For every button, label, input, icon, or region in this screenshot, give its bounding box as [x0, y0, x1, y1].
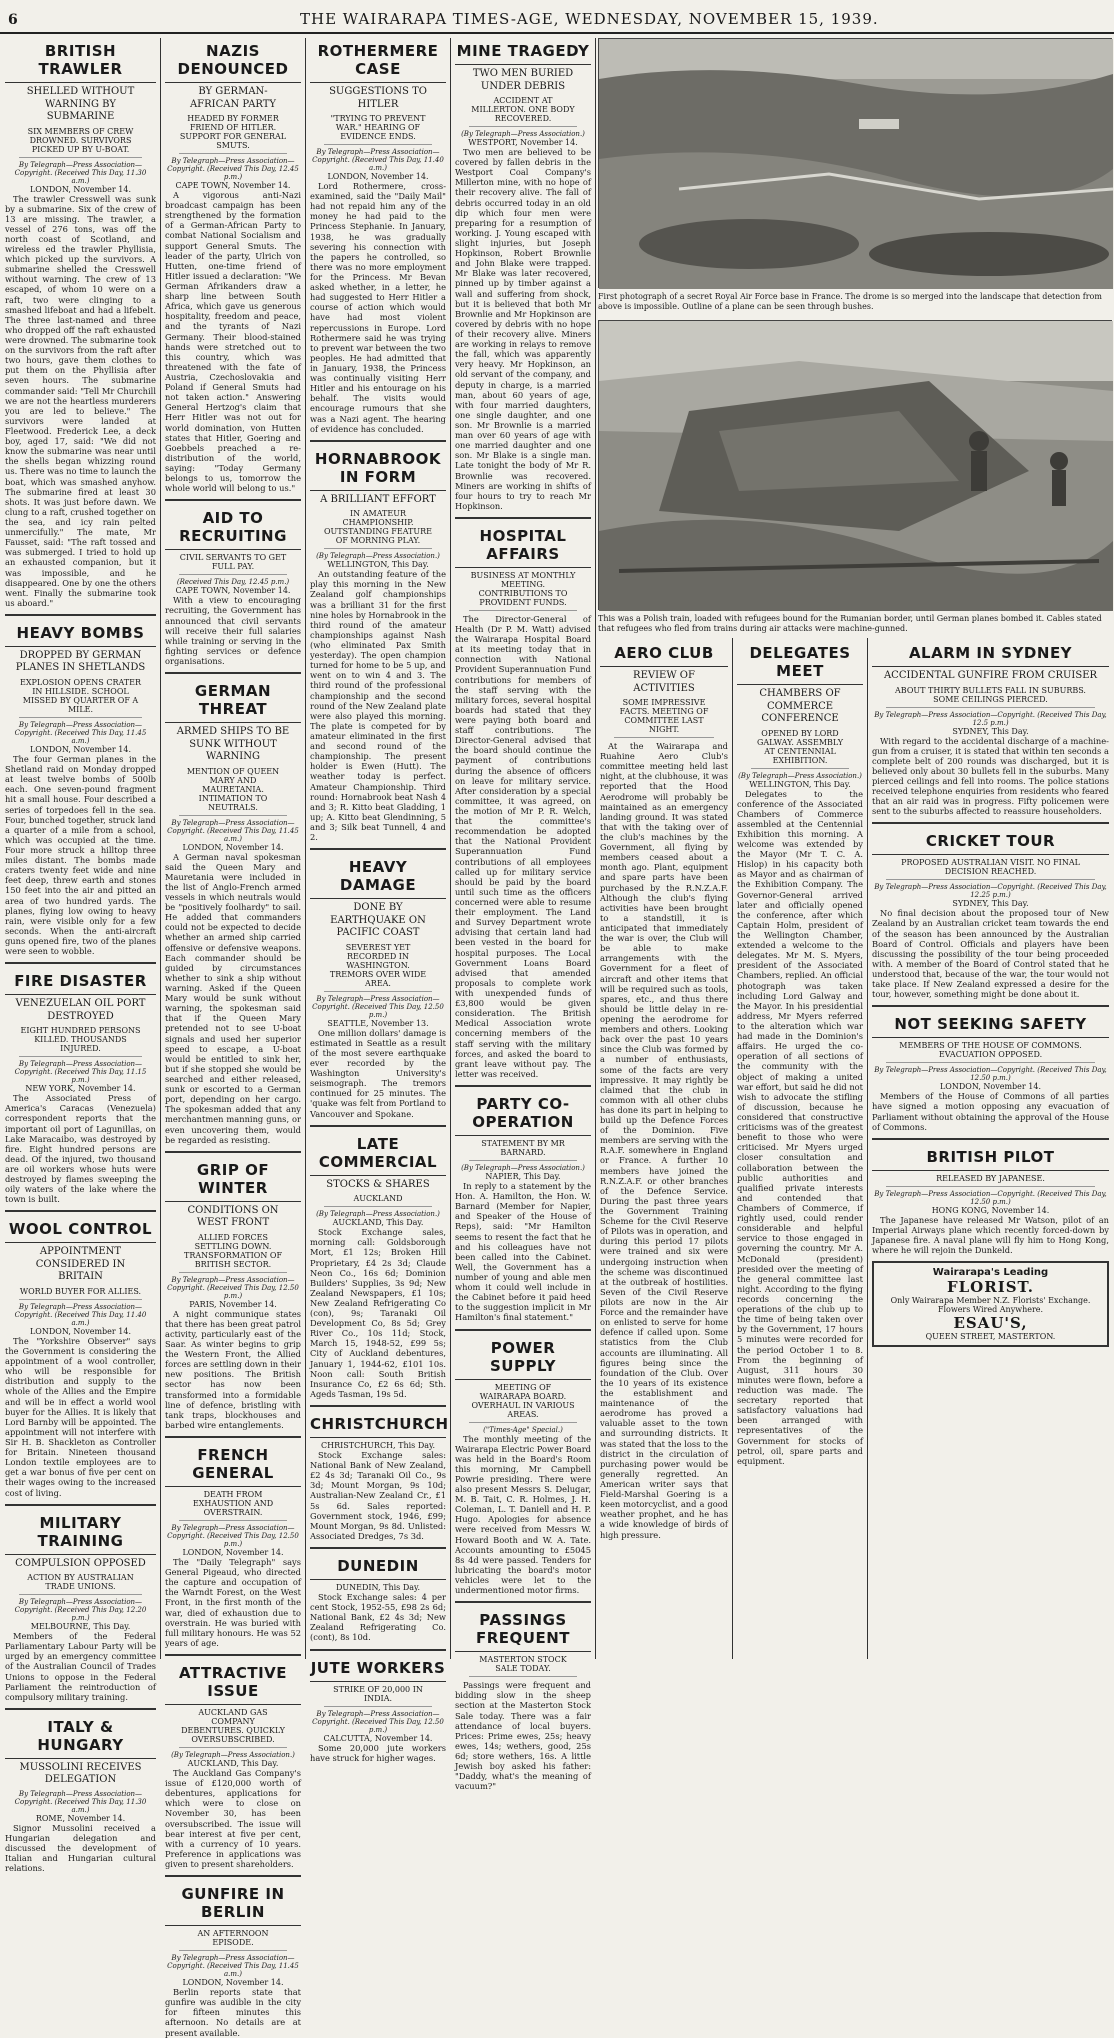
headline: HOSPITAL AFFAIRS	[455, 523, 591, 568]
story-body: Stock Exchange sales: 4 per cent Stock, 1952-55, £98 2s 6d; National Bank, £2 4s 3d; New Zealand Refrigerating Co. (cont), 8s 10d.	[310, 1592, 446, 1643]
photo-raf-caption: First photograph of a secret Royal Air Force base in France. The drome is so merged into the landscape that detection from above is impossible. Outline of a plane can be seen through bushes.	[598, 292, 1102, 311]
subheadline: CHAMBERS OF COMMERCE CONFERENCE	[759, 688, 841, 724]
headline: DUNEDIN	[310, 1553, 446, 1580]
headline: CRICKET TOUR	[872, 828, 1109, 855]
deck: AN AFTERNOON EPISODE.	[179, 1929, 287, 1951]
headline: HEAVY DAMAGE	[310, 854, 446, 899]
headline: AID TO RECRUITING	[165, 505, 301, 550]
headline: BRITISH PILOT	[872, 1144, 1109, 1171]
subheadline: APPOINTMENT CONSIDERED IN BRITAIN	[35, 1246, 126, 1283]
deck: EIGHT HUNDRED PERSONS KILLED. THOUSANDS INJURED.	[19, 1026, 142, 1057]
dateline: LONDON, November 14.	[182, 842, 284, 852]
story-separator	[455, 1329, 591, 1331]
column-rule	[595, 38, 596, 1659]
dateline: LONDON, November 14.	[182, 1548, 284, 1558]
news-story	[737, 640, 863, 1466]
dateline: LONDON, November 14.	[29, 1326, 132, 1336]
news-story	[165, 1660, 301, 1869]
deck: RELEASED BY JAPANESE.	[886, 1174, 1095, 1187]
news-story	[455, 1091, 591, 1323]
story-body: A night communique states that there has been great patrol activity, particularly east of the Saar. As winter begins to grip the Western Front, the Allied forces are settling down in their new positions. The British sector has now been transformed into a formidable line of defence, bristling with tank traps, blockhouses and barbed wire entanglements.	[165, 1308, 301, 1430]
dateline: NEW YORK, November 14.	[25, 1084, 136, 1094]
deck: EXPLOSION OPENS CRATER IN HILLSIDE. SCHOOL MISSED BY QUARTER OF A MILE.	[19, 678, 142, 718]
column-5	[597, 640, 731, 1657]
headline: GRIP OF WINTER	[165, 1157, 301, 1202]
story-body: Signor Mussolini received a Hungarian delegation and discussed the development of Italian and Hungarian cultural relations.	[5, 1822, 156, 1874]
dateline: NAPIER, This Day.	[485, 1171, 561, 1181]
subheadline: A BRILLIANT EFFORT	[320, 493, 436, 505]
subheadline: SUGGESTIONS TO HITLER	[329, 86, 427, 110]
deck: AUCKLAND GAS COMPANY DEBENTURES. QUICKLY OVERSUBSCRIBED.	[179, 1708, 287, 1748]
story-separator	[165, 1875, 301, 1877]
dateline: AUCKLAND, This Day.	[187, 1759, 279, 1769]
story-body: The Japanese have released Mr Watson, pilot of an Imperial Airways plane which recently forced-down by Japanese fire. A naval plane will fly him to Hong Kong, where he will rejoin the Dunkeld.	[872, 1214, 1109, 1256]
headline: AERO CLUB	[600, 640, 728, 667]
deck: OPENED BY LORD GALWAY. ASSEMBLY AT CENTENNIAL EXHIBITION.	[751, 729, 849, 769]
dateline: LONDON, November 14.	[182, 1978, 284, 1988]
dateline: LONDON, November 14.	[29, 744, 132, 754]
headline: ITALY & HUNGARY	[5, 1714, 156, 1759]
story-body: A vigorous anti-Nazi broadcast campaign has been strengthened by the formation of a German-African Party to combat National Socialism and support General Smuts. The leader of the party, Ulrich von Hutten, one-time friend of Hitler issued a declaration: "We German Afrikanders draw a sharp line between South Africa, which gave us generous hospitality, freedom and peace, and the tyrants of Nazi Germany. Their blood-stained hands were stretched out to this country, which was threatened with the fate of Austria, Czechoslovakia and Poland if General Smuts had not taken action." Answering General Hertzog's claim that Herr Hitler was not out for world domination, von Hutten states that Hitler, Goering and Goebbels preached a re-distribution of the world, saying: "Today Germany belongs to us, tomorrow the whole world will belong to us."	[165, 190, 301, 494]
dateline: MELBOURNE, This Day.	[30, 1622, 131, 1632]
deck: MEMBERS OF THE HOUSE OF COMMONS. EVACUATION OPPOSED.	[886, 1041, 1095, 1063]
subheadline: BY GERMAN-AFRICAN PARTY	[189, 86, 277, 110]
credit-line: By Telegraph—Press Association—Copyright. (Received This Day, 12.50 p.m.)	[874, 1189, 1107, 1206]
story-body: The Auckland Gas Company's issue of £120,000 worth of debentures, applications for which were to close on November 30, has been oversubscribed. The issue will bear interest at five per cent, with a currency of 10 years. Preference in applications was given to present shareholders.	[165, 1768, 301, 1869]
story-body: With regard to the accidental discharge of a machine-gun from a cruiser, it is stated that within ten seconds a complete belt of 200 rounds was discharged, but it is believed only about 30 bullets fell in the suburbs. Many pierced ceilings and fell into rooms. The police stations received telephone enquiries from residents who feared that an air raid was in progress. Fifty policemen were sent to the suburbs affected to reassure householders.	[872, 735, 1109, 817]
news-story	[165, 505, 301, 666]
deck: "TRYING TO PREVENT WAR." HEARING OF EVIDENCE ENDS.	[324, 114, 432, 145]
headline: HORNABROOK IN FORM	[310, 446, 446, 491]
credit-line: By Telegraph—Press Association—Copyright. (Received This Day, 12.50 p.m.)	[167, 1275, 299, 1300]
credit-line: By Telegraph—Press Association—Copyright. (Received This Day, 11.45 a.m.)	[167, 818, 299, 843]
advert-head: Wairarapa's Leading	[932, 1267, 1049, 1279]
story-separator	[455, 1601, 591, 1603]
subheadline: STOCKS & SHARES	[326, 1178, 430, 1190]
news-story	[165, 1157, 301, 1430]
story-separator	[5, 1708, 156, 1710]
deck: DEATH FROM EXHAUSTION AND OVERSTRAIN.	[179, 1490, 287, 1521]
page-number: 6	[8, 12, 18, 28]
story-body: The Director-General of Health (Dr P. M. Watt) advised the Wairarapa Hospital Board at its meeting today that in connection with National Provident Superannuation Fund contributions for members of the staff serving with the military forces, several hospital boards had stated that they were paying both board and staff contributions. The Director-General advised that the board should continue the payment of contributions during the absence of officers on leave for military service. After consideration by a special committee, it was agreed, on the motion of Mr P. R. Welch, that the committee's recommendation be adopted that the National Provident Superannuation Fund contributions of all employees called up for military service should be paid by the board until such time as the officers concerned were able to resume their employment. The Land and Survey Department wrote advising that certain land had been vested in the board for hospital purposes. The Local Government Loans Board advised that amended proposals to complete work with unexpended funds of £3,800 would be given consideration. The British Medical Association wrote concerning members of the staff serving with the military forces, and asked the board to grant leave without pay. The letter was received.	[455, 613, 591, 1079]
story-body: Two men are believed to be covered by fallen debris in the Westport Coal Company's Millerton mine, with no hope of their recovery alive. The fall of debris occurred today in an old dip which four men were preparing for a resumption of working. J. Young escaped with slight injuries, but Joseph Hopkinson, Robert Brownlie and John Blake were trapped. Mr Blake was later recovered, pinned up by timber against a wall and suffering from shock, but it is believed that both Mr Brownlie and Mr Hopkinson are covered by debris with no hope of their recovery alive. Miners are working in relays to remove the fall, which was apparently very heavy. Mr Hopkinson, an old servant of the company, and deputy in charge, is a married man, about 60 years of age, with four married daughters, one single daughter, and one son. Mr Brownlie is a married man over 60 years of age with one married daughter and one son. Mr Blake is a single man. Late tonight the body of Mr R. Brownlie was recovered. Miners are working in shifts of four hours to try to reach Mr Hopkinson.	[455, 147, 591, 511]
headline: CHRISTCHURCH	[310, 1411, 446, 1438]
credit-line: By Telegraph—Press Association—Copyright. (Received This Day, 12.5 p.m.)	[874, 710, 1107, 727]
subheadline: ARMED SHIPS TO BE SUNK WITHOUT WARNING	[176, 726, 290, 763]
news-story	[5, 1510, 156, 1702]
story-body: Some 20,000 jute workers have struck for higher wages.	[310, 1742, 446, 1763]
subheadline: CONDITIONS ON WEST FRONT	[187, 1204, 279, 1229]
advert-address: QUEEN STREET, MASTERTON.	[925, 1332, 1056, 1342]
story-body: Berlin reports state that gunfire was audible in the city for fifteen minutes this afternoon. No details are at present available.	[165, 1987, 301, 2038]
deck: BUSINESS AT MONTHLY MEETING. CONTRIBUTIONS TO PROVIDENT FUNDS.	[469, 571, 577, 611]
dateline: WELLINGTON, This Day.	[327, 560, 429, 570]
headline: JUTE WORKERS	[310, 1655, 446, 1682]
photo-train-caption: This was a Polish train, loaded with refugees bound for the Rumanian border, until German planes bombed it. Cables stated that refugees who fled from trains during air attacks were machine-gunned.	[598, 614, 1102, 633]
dateline: SYDNEY, This Day.	[952, 726, 1029, 736]
dateline: CAPE TOWN, November 14.	[175, 181, 291, 190]
headline: MILITARY TRAINING	[5, 1510, 156, 1555]
deck: STATEMENT BY MR BARNARD.	[469, 1139, 577, 1161]
subheadline: TWO MEN BURIED UNDER DEBRIS	[472, 68, 574, 92]
deck: IN AMATEUR CHAMPIONSHIP. OUTSTANDING FEATURE OF MORNING PLAY.	[324, 509, 432, 549]
column-rule	[305, 38, 306, 1659]
dateline: CHRISTCHURCH, This Day.	[320, 1441, 436, 1451]
story-separator	[872, 822, 1109, 824]
news-story	[310, 854, 446, 1118]
dateline: SYDNEY, This Day.	[952, 899, 1029, 909]
credit-line: (By Telegraph—Press Association.)	[461, 1163, 585, 1172]
credit-line: By Telegraph—Press Association—Copyright. (Received This Day, 11.15 p.m.)	[14, 1060, 147, 1085]
dateline: SEATTLE, November 13.	[327, 1018, 429, 1028]
masthead	[0, 0, 1114, 34]
story-separator	[310, 1547, 446, 1549]
credit-line: (By Telegraph—Press Association.)	[316, 1210, 440, 1219]
advert-line: Only Wairarapa Member N.Z. Florists' Exchange.	[890, 1296, 1091, 1306]
column-6	[734, 640, 866, 1657]
story-separator	[165, 499, 301, 501]
credit-line: By Telegraph—Press Association—Copyright. (Received This Day, 12.50 p.m.)	[312, 994, 444, 1019]
deck: SOME IMPRESSIVE FACTS. MEETING OF COMMITTEE LAST NIGHT.	[614, 698, 714, 738]
news-story	[455, 523, 591, 1079]
headline: NAZIS DENOUNCED	[165, 38, 301, 83]
deck: SIX MEMBERS OF CREW DROWNED. SURVIVORS PICKED UP BY U-BOAT.	[19, 127, 142, 158]
headline: MINE TRAGEDY	[455, 38, 591, 65]
credit-line: By Telegraph—Press Association—Copyright. (Received This Day, 12.25 p.m.)	[874, 883, 1107, 900]
credit-line: By Telegraph—Press Association—Copyright. (Received This Day, 12.45 p.m.)	[167, 157, 299, 181]
story-body: Lord Rothermere, cross-examined, said the "Daily Mail" had not repaid him any of the money he had paid to the Princess Stephanie. In January, 1938, he was gradually severing his connection with the papers he controlled, so there was no more employment for the Princess. Mr Bevan asked whether, in a letter, he had suggested to Herr Hitler a course of action which would have had most violent repercussions in Europe. Lord Rothermere said he was trying to prevent war between the two peoples. He had admitted that in January, 1938, the Princess was continually visiting Herr Hitler and his entourage on his behalf. The visits would encourage rumours that she was a Nazi agent. The hearing of evidence has concluded.	[310, 181, 446, 434]
subheadline: MUSSOLINI RECEIVES DELEGATION	[19, 1761, 142, 1786]
headline: POWER SUPPLY	[455, 1335, 591, 1380]
deck: ALLIED FORCES SETTLING DOWN. TRANSFORMATION OF BRITISH SECTOR.	[179, 1233, 287, 1273]
news-story	[872, 828, 1109, 999]
credit-line: By Telegraph—Press Association—Copyright. (Received This Day, 11.45 a.m.)	[14, 720, 147, 745]
story-separator	[5, 962, 156, 964]
advert-title: FLORIST.	[946, 1278, 1035, 1297]
headline: PARTY CO-OPERATION	[455, 1091, 591, 1136]
headline: ALARM IN SYDNEY	[872, 640, 1109, 667]
headline: PASSINGS FREQUENT	[455, 1607, 591, 1652]
headline: GUNFIRE IN BERLIN	[165, 1881, 301, 1926]
story-body: The Associated Press of America's Caracas (Venezuela) correspondent reports that the important oil port of Lagunillas, on Lake Maracaibo, was destroyed by fire. Eight hundred persons are dead. Of the injured, two thousand are oil workers whose huts were destroyed by flames sweeping the oily waters of the lake where the town is built.	[5, 1093, 156, 1205]
credit-line: By Telegraph—Press Association—Copyright. (Received This Day, 12.50 p.m.)	[312, 1709, 444, 1734]
headline: NOT SEEKING SAFETY	[872, 1011, 1109, 1038]
credit-line: By Telegraph—Press Association—Copyright. (Received This Day, 12.50 p.m.)	[874, 1066, 1107, 1083]
news-story	[5, 620, 156, 956]
news-story	[872, 640, 1109, 816]
story-body: With a view to encouraging recruiting, the Government has announced that civil servants will receive their full salaries while training or serving in the fighting services or defence organisations.	[165, 595, 301, 666]
raf-base-image	[599, 39, 1113, 289]
subheadline: DONE BY EARTHQUAKE ON PACIFIC COAST	[330, 902, 426, 939]
credit-line: By Telegraph—Press Association—Copyright. (Received This Day, 12.20 p.m.)	[14, 1598, 147, 1623]
credit-line: By Telegraph—Press Association—Copyright. (Received This Day, 11.30 a.m.)	[14, 1789, 147, 1814]
florist-advert	[872, 1261, 1109, 1347]
news-story	[165, 38, 301, 493]
story-separator	[455, 517, 591, 519]
news-story	[455, 1607, 591, 1791]
deck: ACCIDENT AT MILLERTON. ONE BODY RECOVERED.	[469, 96, 577, 127]
column-4	[452, 38, 594, 1792]
deck: AUCKLAND	[324, 1194, 432, 1207]
subheadline: DROPPED BY GERMAN PLANES IN SHETLANDS	[15, 649, 146, 674]
deck: ABOUT THIRTY BULLETS FALL IN SUBURBS. SOME CEILINGS PIERCED.	[886, 686, 1095, 708]
dateline: LONDON, November 14.	[327, 172, 429, 181]
story-separator	[310, 1649, 446, 1651]
dateline: CALCUTTA, November 14.	[323, 1733, 433, 1743]
column-2	[162, 38, 304, 2038]
story-separator	[165, 1654, 301, 1656]
deck: CIVIL SERVANTS TO GET FULL PAY.	[179, 553, 287, 575]
story-separator	[310, 1405, 446, 1407]
headline: GERMAN THREAT	[165, 678, 301, 723]
story-separator	[5, 1504, 156, 1506]
deck: MASTERTON STOCK SALE TODAY.	[469, 1655, 577, 1677]
subheadline: VENEZUELAN OIL PORT DESTROYED	[15, 998, 146, 1022]
credit-line: (By Telegraph—Press Association.)	[171, 1751, 295, 1760]
news-story	[310, 446, 446, 842]
story-separator	[872, 1005, 1109, 1007]
column-1	[2, 38, 159, 1874]
headline: WOOL CONTROL	[5, 1216, 156, 1243]
column-rule	[160, 38, 161, 1659]
news-story	[600, 640, 728, 1540]
dateline: HONG KONG, November 14.	[931, 1205, 1050, 1215]
deck: SEVEREST YET RECORDED IN WASHINGTON. TREMORS OVER WIDE AREA.	[324, 943, 432, 992]
credit-line: (By Telegraph—Press Association.)	[316, 552, 440, 561]
credit-line: (Received This Day, 12.45 p.m.)	[176, 578, 290, 587]
subheadline: SHELLED WITHOUT WARNING BY SUBMARINE	[26, 86, 135, 122]
story-body: Members of the House of Commons of all parties have signed a motion opposing any evacuation of Parliament without obtaining the approval of the House of Commons.	[872, 1091, 1109, 1132]
credit-line: ("Times-Age" Special.)	[483, 1425, 563, 1434]
news-story	[310, 1655, 446, 1763]
story-body: The "Yorkshire Observer" says the Government is considering the appointment of a wool controller, who will be responsible for distribution and supply to the whole of the Allies and the Empire and will be in effect a world wool buyer for the Allies. It is likely that Lord Barnby will be appointed. The appointment will not interfere with Sir H. B. Shackleton as Controller for Britain. Nineteen thousand London textile employees are to get a war bonus of five per cent on their wages owing to the increased cost of living.	[5, 1335, 156, 1498]
dateline: PARIS, November 14.	[189, 1299, 277, 1309]
dateline: WELLINGTON, This Day.	[749, 779, 851, 789]
dateline: WESTPORT, November 14.	[468, 138, 578, 147]
photo-polish-train	[598, 320, 1112, 610]
deck: MEETING OF WAIRARAPA BOARD. OVERHAUL IN VARIOUS AREAS.	[469, 1383, 577, 1423]
headline: BRITISH TRAWLER	[5, 38, 156, 83]
news-story	[310, 1553, 446, 1643]
news-story	[5, 38, 156, 608]
polish-train-image	[599, 321, 1113, 611]
story-body: One million dollars' damage is estimated in Seattle as a result of the most severe earthquake ever recorded by the Washington University's seismograph. The tremors continued for 25 minutes. The 'quake was felt from Portland to Vancouver and Spokane.	[310, 1027, 446, 1119]
news-story	[5, 968, 156, 1204]
story-body: In reply to a statement by the Hon. A. Hamilton, the Hon. W. Barnard (Member for Napier, and Speaker of the House of Reps), said: "Mr Hamilton seems to resent the fact that he and his colleagues have not been called into the Cabinet. Well, the Government has a number of young and able men whom it could well include in the Cabinet before it paid heed to the suggestion implicit in Mr Hamilton's final statement."	[455, 1180, 591, 1323]
deck: ACTION BY AUSTRALIAN TRADE UNIONS.	[19, 1573, 142, 1595]
story-separator	[165, 1151, 301, 1153]
credit-line: By Telegraph—Press Association—Copyright. (Received This Day, 11.40 a.m.)	[14, 1302, 147, 1327]
advert-name: ESAU'S,	[953, 1314, 1028, 1333]
story-separator	[455, 1085, 591, 1087]
headline: HEAVY BOMBS	[5, 620, 156, 647]
news-story	[165, 1881, 301, 2038]
story-body: Members of the Federal Parliamentary Labour Party will be urged by an emergency committee of the Australian Council of Trades Unions to oppose in the Federal Parliament the reintroduction of compulsory military training.	[5, 1631, 156, 1702]
subheadline: ACCIDENTAL GUNFIRE FROM CRUISER	[883, 670, 1098, 681]
subheadline: COMPULSION OPPOSED	[15, 1557, 146, 1569]
news-story	[872, 1011, 1109, 1131]
dateline: CAPE TOWN, November 14.	[175, 586, 291, 596]
story-body: An outstanding feature of the play this morning in the New Zealand golf championships was a brilliant 31 for the first nine holes by Hornabrook in the third round of the amateur championships against Nash (who eliminated Pax Smith yesterday). The open champion turned for home to be 5 up, and went on to win 4 and 3. The third round of the professional championship and the second round of the New Zealand plate were also played this morning. The plate is competed for by amateur eliminated in the first and second round of the championship. The present holder is Ewen (Hutt). The weather today is perfect. Amateur Championship. Third round: Hornabrook beat Nash 4 and 3; R. Kitto beat Gladding, 1 up; A. Kitto beat Glendinning, 5 and 3; Silk beat Tunnell, 4 and 2.	[310, 569, 446, 843]
news-story	[310, 1411, 449, 1541]
story-body: The trawler Cresswell was sunk by a submarine. Six of the crew of 13 are missing. The trawler, a vessel of 276 tons, was off the north coast of Scotland, and wireless ed the trawler Phyllisia, which picked up the survivors. A submarine shelled the Cresswell without warning. The crew of 13 escaped, of whom 10 were on a raft, two were clinging to a smashed lifeboat and had a lifebelt. The three last-named and three who dropped off the raft exhausted were drowned. The submarine took on the survivors from the raft after two hours, gave them clothes to put them on the Phyllisia after seven hours. The submarine commander said: "Tell Mr Churchill we are not the heartless murderers you are led to believe." The survivors were landed at Fleetwood. Frederick Lee, a deck boy, aged 17, said: "We did not know the submarine was near until the shells began whizzing round us. There was no time to launch the boat, which was smashed anyhow. The submarine fired at least 30 shots. It was just before dawn. We clung to a raft, crushed together on the sea, and icy rain pelted unmercifully." The mate, Mr Fausset, said: "The raft tossed and was submerged. I tried to hold up an exhausted companion, but it was impossible, and he disappeared. One by one the others went. Finally the submarine took us aboard."	[5, 193, 156, 608]
dateline: ROME, November 14.	[35, 1813, 126, 1823]
credit-line: By Telegraph—Press Association—Copyright. (Received This Day, 11.40 a.m.)	[312, 148, 444, 172]
news-story	[310, 38, 446, 434]
dateline: AUCKLAND, This Day.	[332, 1218, 424, 1228]
dateline: LONDON, November 14.	[29, 184, 132, 194]
news-story	[872, 1144, 1109, 1255]
headline: ATTRACTIVE ISSUE	[165, 1660, 301, 1705]
story-separator	[310, 1125, 446, 1127]
deck: STRIKE OF 20,000 IN INDIA.	[324, 1685, 432, 1707]
column-rule	[867, 638, 868, 1659]
subheadline: REVIEW OF ACTIVITIES	[633, 670, 695, 694]
headline: LATE COMMERCIAL	[310, 1131, 446, 1176]
story-body: Passings were frequent and bidding slow in the sheep section at the Masterton Stock Sale today. There was a fair attendance of local buyers. Prices: Prime ewes, 25s; heavy ewes, 14s; wethers, good, 25s 6d; store wethers, 16s. A little Jewish boy asked his father: "Daddy, what's the meaning of vacuum?"	[455, 1680, 591, 1792]
credit-line: By Telegraph—Press Association—Copyright. (Received This Day, 11.30 a.m.)	[14, 160, 147, 185]
column-3	[307, 38, 449, 1763]
story-body: No final decision about the proposed tour of New Zealand by an Australian cricket team towards the end of the season has been announced by the Australian Board of Control. Officials and players have been discussing the possibility of the tour being proceeded with. A member of the Board of Control stated that he understood that, because of the war, the tour would not take place. If New Zealand expressed a desire for the tour, however, something might be done about it.	[872, 908, 1109, 1000]
credit-line: (By Telegraph—Press Association.)	[738, 771, 862, 780]
story-separator	[165, 1436, 301, 1438]
dateline: DUNEDIN, This Day.	[335, 1583, 421, 1593]
story-body: Delegates to the conference of the Associated Chambers of Commerce assembled at the Centennial Exhibition this morning. A welcome was extended by the Mayor (Mr T. C. A. Hislop) in his capacity both as Mayor and as chairman of the Exhibition Company. The Governor-General arrived later and officially opened the conference, after which Captain Holm, president of the Wellington Chamber, extended a welcome to the delegates. Mr M. S. Myers, president of the Associated Chambers, replied. An official photograph was taken including Lord Galway and the Mayor. In his presidential address, Mr Myers referred to the alteration which war had made in the Dominion's affairs. He urged the co-operation of all sections of the community with the object of making a united war effort, but said he did not wish to advocate the stifling of discussion, because he considered that constructive criticisms was of the greatest benefit to those who were criticised. Mr Myers urged closer consultation and collaboration between the public authorities and qualified private interests and contended that Chambers of Commerce, if rightly used, could render considerable and helpful service to those engaged in governing the country. Mr A. McDonald (president) presided over the meeting of the general committee last night. According to the flying records concerning the operations of the club up to the time of being taken over by the Government, 17 hours 5 minutes were recorded for the period October 1 to 8. From the beginning of August, 311 hours 30 minutes were flown, before a reduction was made. The secretary reported that satisfactory valuations had been arranged with representatives of the Government for stocks of petrol, oil, spare parts and equipment.	[737, 788, 863, 1466]
headline: ROTHERMERE CASE	[310, 38, 446, 83]
news-story	[165, 1442, 301, 1648]
photo-raf-base	[598, 38, 1112, 288]
news-story	[455, 38, 591, 511]
story-separator	[165, 672, 301, 674]
story-separator	[5, 614, 156, 616]
deck: PROPOSED AUSTRALIAN VISIT. NO FINAL DECISION REACHED.	[886, 858, 1095, 880]
story-body: The "Daily Telegraph" says General Pigeaud, who directed the capture and occupation of the Warndt Forest, on the West Front, in the first month of the war, died of exhaustion due to overstrain. He was buried with full military honours. He was 52 years of age.	[165, 1557, 301, 1648]
advert-line: Flowers Wired Anywhere.	[937, 1305, 1044, 1315]
deck: MENTION OF QUEEN MARY AND MAURETANIA. INTIMATION TO NEUTRALS.	[179, 767, 287, 816]
news-story	[455, 1335, 591, 1596]
story-body: The monthly meeting of the Wairarapa Electric Power Board was held in the Board's Room this morning, Mr Campbell Powrie presiding. There were also present Messrs S. Delugar, M. B. Tait, C. R. Holmes, J. H. Coleman, L. T. Daniell and H. P. Hugo. Apologies for absence were received from Messrs W. Howard Booth and W. A. Tate. Accounts amounting to £5045 8s 4d were passed. Tenders for lubricating the board's motor vehicles were let to the undermentioned motor firms.	[455, 1433, 591, 1596]
headline: FIRE DISASTER	[5, 968, 156, 995]
story-body: A German naval spokesman said the Queen Mary and Mauretania were included in the list of Anglo-French armed vessels in which neutrals would be "positively foolhardy" to sail. He added that commanders could not be expected to decide whether an armed ship carried offensive or defensive weapons. Each commander should be guided by circumstances whether to sink a ship without warning. Asked if the Queen Mary would be sunk without warning, the spokesman said that if the Queen Mary pretended not to see U-boat signals and used her superior speed to escape, a U-boat would be entitled to sink her, but if she stopped she would be searched and either released, sunk or escorted to a German port, depending on her cargo. The spokesman added that any merchantmen manning guns, or even uncovering them, would be regarded as resisting.	[165, 851, 301, 1145]
story-body: At the Wairarapa and Ruahine Aero Club's committee meeting held last night, at the clubhouse, it was reported that the Hood Aerodrome will probably be maintained as an emergency landing ground. It was stated that with the taking over of the club's machines by the Government, all flying by members ceased about a month ago. Plant, equipment and spare parts have been purchased by the R.N.Z.A.F. Although the club's flying activities have been brought to a standstill, it is anticipated that immediately the war is over, the Club will be able to make arrangements with the Government for a fleet of aircraft and other items that will be required such as tools, spares, etc., and thus there should be little delay in re-opening the aerodrome for members and others. Looking back over the past 10 years since the Club was formed by a number of enthusiasts, some of the facts are very impressive. It may rightly be claimed that the club in common with all other clubs has done its part in helping to build up the Defence Forces of the Dominion. Five members are serving with the R.A.F. somewhere in England or France. A further 10 members have joined the R.N.Z.A.F. or other branches of the Defence Service. During the past three years the Government Training Scheme for the Civil Reserve of Pilots was in operation, and during this period 17 pilots were trained and six were undergoing instruction when the scheme was discontinued at the outbreak of hostilities. Seven of the Civil Reserve pilots are now in the Air Force and the remainder have on enlisted to serve for home defence if called upon. Some statistics from the Club accounts are illuminating. All figures being since the foundation of the Club. Over the 10 years of its existence the establishment and maintenance of the aerodrome has proved a valuable asset to the town and surrounding districts. It was stated that the loss to the district in the circulation of purchasing power would be generally regretted. An American writer says that Field-Marshal Goering is a keen motorcyclist, and a good weather prophet, and he has a wide knowledge of birds of high pressure.	[600, 741, 728, 1540]
news-story	[310, 1131, 446, 1399]
column-rule	[450, 38, 451, 1659]
headline: FRENCH GENERAL	[165, 1442, 301, 1487]
deck: HEADED BY FORMER FRIEND OF HITLER. SUPPORT FOR GENERAL SMUTS.	[179, 114, 287, 154]
news-story	[5, 1714, 156, 1874]
story-body: The four German planes in the Shetland raid on Monday dropped at least twelve bombs of 500lb each. One seven-pound fragment hit a small house. Four described a series of torpedoes fell in the sea. Four, bunched together, struck land a quarter of a mile from a school, which was occupied at the time. Four more struck a hilltop three miles distant. The bombs made craters twenty feet wide and nine feet deep, threw earth and stones 150 feet into the air and pitted an area of two hundred yards. The planes, flying low owing to heavy rain, were visible only for a few seconds. When the anti-aircraft guns opened fire, two of the planes were seen to wobble.	[5, 753, 156, 957]
newspaper-title: THE WAIRARAPA TIMES-AGE, WEDNESDAY, NOVEMBER 15, 1939.	[300, 10, 879, 28]
dateline: LONDON, November 14.	[939, 1082, 1042, 1092]
story-body: Stock Exchange sales: National Bank of New Zealand, £2 4s 3d; Taranaki Oil Co., 9s 3d; Mount Morgan, 9s 10d; Australian-New Zealand Cr., £1 5s 6d. Sales reported: Government stock, 1946, £99; Mount Morgan, 9s 8d. Unlisted: Associated Dredges, 7s 3d.	[310, 1450, 446, 1541]
story-separator	[5, 1210, 156, 1212]
news-story	[5, 1216, 156, 1497]
story-body: Stock Exchange sales, morning call: Goldsborough Mort, £1 12s; Broken Hill Proprietary, £4 2s 3d; Claude Neon Co., 16s 6d; Dominion Builders' Supplies, 3s 9d; New Zealand Newspapers, £1 10s; New Zealand Refrigerating Co (con), 9s; Taranaki Oil Development Co, 8s 5d; Grey River Co., 10s 11d; Stock, March 15, 1948-52, £99 5s; City of Auckland debentures, January 1, 1944-62, £101 10s. Noon call: South British Insurance Co, £2 6s 6d; Sth. Ageds Tasman, 19s 5d.	[310, 1227, 446, 1399]
column-rule	[732, 638, 733, 1659]
story-separator	[310, 440, 446, 442]
headline: DELEGATES MEET	[737, 640, 863, 685]
news-story	[165, 678, 301, 1145]
story-separator	[872, 1138, 1109, 1140]
deck: WORLD BUYER FOR ALLIES.	[19, 1287, 142, 1300]
credit-line: By Telegraph—Press Association—Copyright. (Received This Day, 11.45 a.m.)	[167, 1954, 299, 1979]
credit-line: By Telegraph—Press Association—Copyright. (Received This Day, 12.50 p.m.)	[167, 1524, 299, 1549]
column-7	[869, 640, 1112, 1657]
story-separator	[310, 848, 446, 850]
credit-line: (By Telegraph—Press Association.)	[461, 130, 585, 138]
